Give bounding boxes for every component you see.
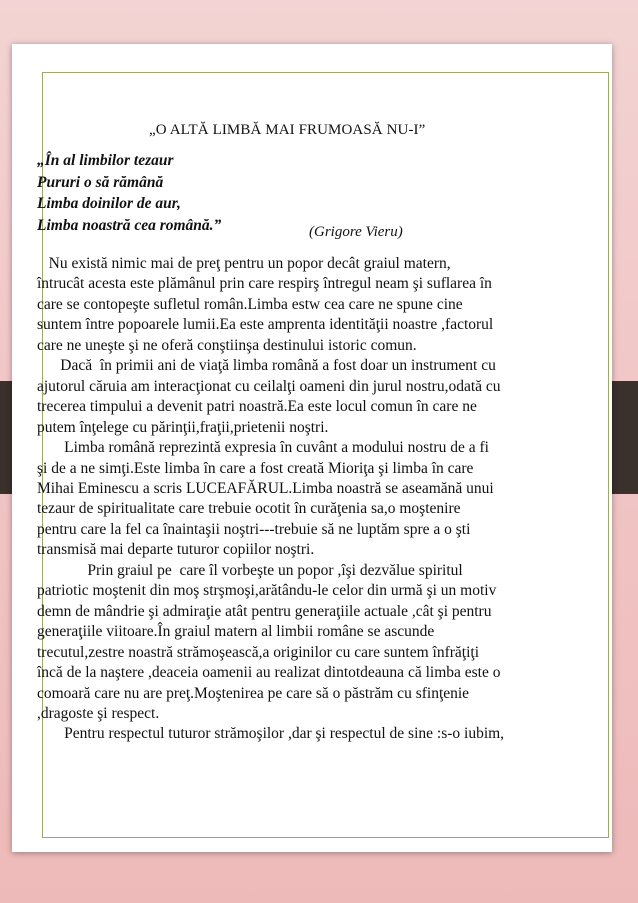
body-line: care se contopeşte sufletul român.Limba estw cea care ne spune cine: [37, 295, 463, 313]
body-line: trecutul,zestre noastră strămoşească,a originilor cu care suntem înfrăţiţi: [37, 643, 479, 661]
body-line: Pentru respectul tuturor strămoşilor ,dar şi respectul de sine :s-o iubim,: [37, 725, 505, 743]
body-line: Nu există nimic mai de preţ pentru un popor decât graiul matern,: [37, 255, 451, 272]
body-line: patriotic moştenit din moş strşmoşi,arătându-le celor din urmă şi un motiv: [37, 582, 497, 600]
essay-body: [37, 254, 615, 745]
body-line: comoară care nu are preţ.Moştenirea pe care să o păstrăm cu sfinţenie: [37, 684, 470, 702]
body-line: putem înţelege cu părinţii,fraţii,prietenii noştri.: [37, 418, 329, 436]
poem-attribution: (Grigore Vieru): [309, 224, 403, 240]
body-line: Limba română reprezintă expresia în cuvânt a modului nostru de a fi: [37, 439, 489, 457]
body-line: încă de la naştere ,deaceia oamenii au realizat dintotdeauna că limba este o: [37, 664, 501, 682]
body-line: demn de mândrie şi admiraţie atât pentru generaţiile actuale ,cât şi pentru: [37, 602, 492, 620]
poem-line: Pururi o să rămână: [37, 173, 164, 191]
document-page: [12, 44, 612, 852]
body-line: ajutorul căruia am interacţionat cu ceilalţi oameni din jurul nostru,odată cu: [37, 377, 501, 395]
body-line: Dacă în primii ani de viaţă limba română a fost doar un instrument cu: [37, 357, 496, 375]
body-line: întrucât acesta este plămânul prin care respirş întregul neam şi suflarea în: [37, 275, 492, 293]
body-line: tezaur de spiritualitate care trebuie ocotit în curăţenia sa,o moştenire: [37, 500, 461, 518]
document-title: „O ALTĂ LIMBĂ MAI FRUMOASĂ NU-I”: [149, 122, 426, 138]
poem-line: „În al limbilor tezaur: [37, 152, 174, 169]
body-line: Mihai Eminescu a scris LUCEAFĂRUL.Limba noastră se aseamănă unui: [37, 479, 494, 497]
body-line: care ne uneşte şi ne oferă conştiinşa destinului istoric comun.: [37, 336, 417, 354]
body-line: generaţiile viitoare.În graiul matern al limbii române se ascunde: [37, 623, 435, 641]
poem-line: Limba noastră cea română.”: [37, 216, 222, 234]
body-line: şi de a ne simţi.Este limba în care a fost creată Mioriţa şi limba în care: [37, 459, 474, 477]
poem-block: [37, 150, 403, 240]
body-line: trecerea timpului a devenit patri noastră.Ea este locul comun în care ne: [37, 398, 477, 416]
body-line: transmisă mai departe tuturor copiilor noştri.: [37, 541, 315, 559]
body-line: suntem între popoarele lumii.Ea este amprenta identităţii noastre ,factorul: [37, 316, 494, 334]
body-line: ,dragoste şi respect.: [37, 704, 160, 722]
body-line: Prin graiul pe care îl vorbeşte un popor ,îşi dezvălue spiritul: [37, 561, 463, 579]
poem-line: Limba doinilor de aur,: [37, 195, 181, 212]
body-line: pentru care la fel ca înaintaşii noştri---trebuie să ne luptăm spre a o şti: [37, 520, 471, 538]
